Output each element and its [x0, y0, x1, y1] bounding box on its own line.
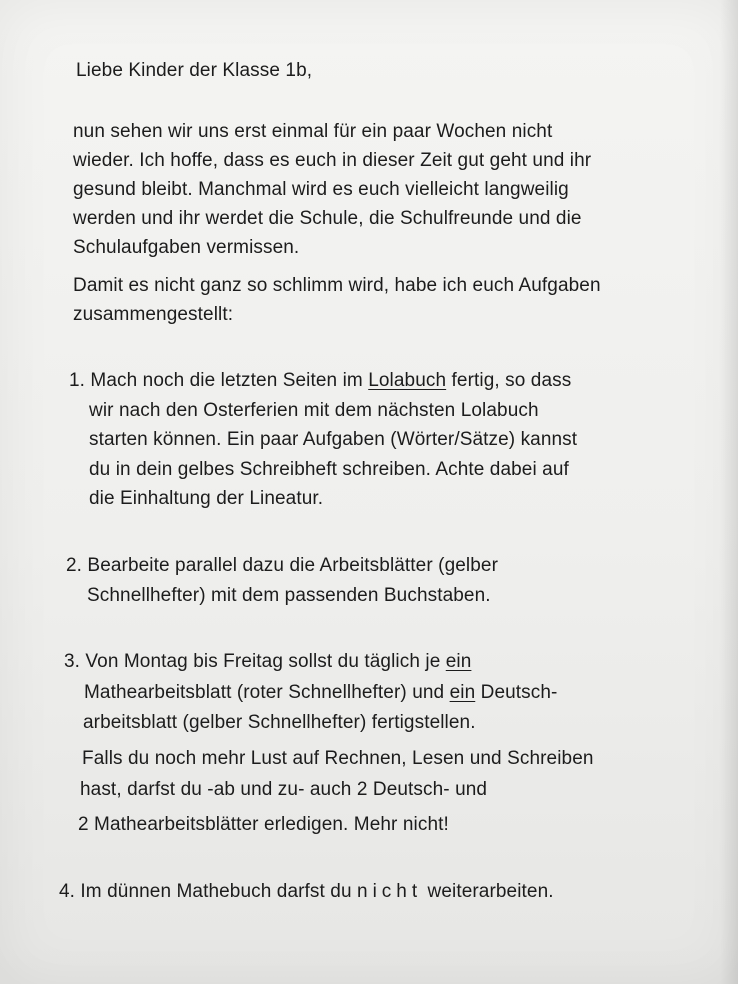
- task-3-line: [64, 647, 471, 676]
- task-3-text: 3. Von Montag bis Freitag sollst du täglich je: [64, 651, 446, 672]
- task-3-line: hast, darfst du -ab und zu- auch 2 Deutsch- und: [80, 779, 488, 800]
- page-edge-shadow: [720, 0, 738, 984]
- intro-line: zusammengestellt:: [73, 304, 234, 325]
- task-3-text: Mathearbeitsblatt (roter Schnellhefter) und: [84, 682, 450, 703]
- task-1-line: starten können. Ein paar Aufgaben (Wörter/Sätze) kannst: [89, 429, 578, 450]
- task-3-line: 2 Mathearbeitsblätter erledigen. Mehr nicht!: [78, 814, 449, 835]
- task-1-text: 1. Mach noch die letzten Seiten im: [69, 370, 369, 391]
- task-3-text: Deutsch-: [475, 682, 558, 703]
- task-1-line: du in dein gelbes Schreibheft schreiben. Achte dabei auf: [89, 459, 569, 480]
- intro-line: Damit es nicht ganz so schlimm wird, habe ich euch Aufgaben: [73, 275, 601, 296]
- intro-line: wieder. Ich hoffe, dass es euch in dieser Zeit gut geht und ihr: [73, 150, 592, 171]
- intro-line: nun sehen wir uns erst einmal für ein paar Wochen nicht: [73, 121, 553, 142]
- nicht-spaced: nicht: [357, 881, 423, 902]
- intro-line: Schulaufgaben vermissen.: [73, 237, 300, 258]
- task-4-text: 4. Im dünnen Mathebuch darfst du: [59, 881, 357, 902]
- task-1-line: die Einhaltung der Lineatur.: [89, 488, 324, 509]
- task-4-text: weiterarbeiten.: [422, 881, 554, 902]
- task-1-text: fertig, so dass: [446, 370, 572, 391]
- task-3-line: arbeitsblatt (gelber Schnellhefter) fertigstellen.: [83, 712, 476, 733]
- task-3-line: [84, 678, 557, 707]
- ein-underlined: ein: [449, 682, 476, 703]
- task-3-line: Falls du noch mehr Lust auf Rechnen, Lesen und Schreiben: [82, 748, 594, 769]
- intro-line: gesund bleibt. Manchmal wird es euch vielleicht langweilig: [73, 179, 569, 200]
- greeting: Liebe Kinder der Klasse 1b,: [76, 60, 313, 81]
- task-1-line: wir nach den Osterferien mit dem nächsten Lolabuch: [89, 400, 539, 421]
- task-2-line: Schnellhefter) mit dem passenden Buchstaben.: [87, 585, 491, 606]
- ein-underlined: ein: [445, 651, 472, 672]
- task-1-line: [69, 366, 571, 395]
- lolabuch-underlined: Lolabuch: [368, 370, 447, 391]
- task-4-line: [59, 877, 554, 906]
- task-2-line: 2. Bearbeite parallel dazu die Arbeitsblätter (gelber: [66, 555, 499, 576]
- intro-line: werden und ihr werdet die Schule, die Schulfreunde und die: [73, 208, 582, 229]
